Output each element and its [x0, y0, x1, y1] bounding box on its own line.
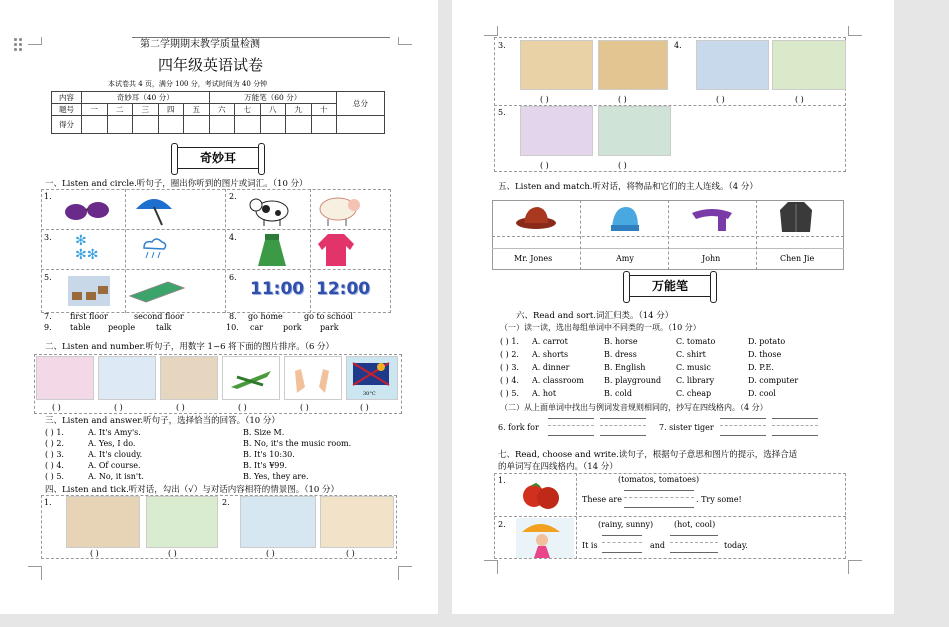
q10-number: 10. — [226, 323, 239, 332]
margin-mark — [848, 26, 862, 36]
picture-window — [240, 496, 316, 548]
exam-info: 本试卷共 4 页，满分 100 分，考试时间为 40 分钟 — [108, 80, 268, 88]
picture-sunny-girl — [516, 518, 574, 558]
example-6: 6. fork for — [498, 423, 539, 432]
owner-name: Mr. Jones — [514, 254, 553, 263]
exam-title: 第二学期期末教学质量检测 — [140, 39, 260, 50]
picture-farm — [598, 40, 668, 90]
score-header: 内容 — [52, 92, 82, 104]
section-1-title: 一、Listen and circle.听句子，圈出你听到的图片或词汇。（10 分） — [45, 179, 308, 189]
section-6-part-2: （二）从上面单词中找出与例词发音规则相同的，抄写在四线格内。（4 分） — [500, 403, 768, 412]
score-cell: 四 — [158, 104, 184, 116]
picture-city — [696, 40, 769, 90]
q6-number: 6. — [229, 273, 237, 282]
picture-family — [146, 496, 218, 548]
picture-flag — [346, 356, 398, 400]
q3-item-number: ( ) 4. — [45, 461, 64, 470]
q7-1-sentence-start: These are — [582, 495, 622, 504]
margin-mark — [398, 37, 412, 45]
picture-hands — [284, 356, 342, 400]
answer-blank[interactable]: ( ) — [618, 161, 627, 170]
answer-blank[interactable]: ( ) — [52, 403, 61, 412]
q2-number: 2. — [229, 192, 237, 201]
owner-name: John — [702, 254, 721, 263]
margin-mark — [28, 566, 42, 580]
answer-blank[interactable]: ( ) — [238, 403, 247, 412]
answer-blank[interactable]: ( ) — [300, 403, 309, 412]
skirt-icon — [256, 232, 288, 268]
q7-1-sentence-end: . Try some! — [696, 495, 742, 504]
scarf-icon — [688, 203, 738, 233]
score-cell: 十 — [311, 104, 337, 116]
margin-mark — [28, 37, 42, 45]
q8-word: go to school — [304, 312, 353, 321]
page-2 — [452, 0, 894, 614]
q6-option: C. cheap — [676, 389, 712, 398]
q6-option: C. tomato — [676, 337, 716, 346]
score-cell: 九 — [286, 104, 312, 116]
q4-number: 4. — [229, 233, 237, 242]
tomato-icon — [520, 478, 562, 510]
answer-blank[interactable]: ( ) — [795, 95, 804, 104]
picture-shop — [520, 106, 593, 156]
four-line-grid[interactable] — [624, 490, 694, 508]
banner-listening: 奇妙耳 — [176, 147, 260, 169]
q4-1-number: 1. — [44, 498, 52, 507]
q3-item-number: ( ) 3. — [45, 450, 64, 459]
four-line-grid[interactable] — [548, 418, 594, 436]
q9-word: talk — [156, 323, 172, 332]
snow-icon: ✻ ✻✻ — [75, 233, 99, 263]
four-line-grid[interactable] — [600, 418, 646, 436]
score-cell: 题号 — [52, 104, 82, 116]
score-cell: 一 — [82, 104, 108, 116]
q6-option: C. shirt — [676, 350, 706, 359]
q6-option: A. hot — [532, 389, 557, 398]
jacket-icon — [316, 232, 356, 268]
q6-option: A. shorts — [532, 350, 569, 359]
q7-word: second floor — [134, 312, 184, 321]
q3-option-a: A. Of course. — [88, 461, 141, 470]
q1-number: 1. — [44, 192, 52, 201]
q6-option: B. dress — [604, 350, 637, 359]
answer-blank[interactable]: ( ) — [618, 95, 627, 104]
answer-blank[interactable]: ( ) — [360, 403, 369, 412]
q6-option: B. horse — [604, 337, 638, 346]
q10-word: park — [320, 323, 339, 332]
answer-blank[interactable]: ( ) — [176, 403, 185, 412]
q5-number: 5. — [44, 273, 52, 282]
classroom-icon — [66, 272, 112, 308]
picture-boy — [98, 356, 156, 400]
section-6-title: 六、Read and sort.词汇归类。（14 分） — [516, 311, 674, 321]
q7-2-sentence-start: It is — [582, 541, 598, 550]
q3-option-b: B. Yes, they are. — [243, 472, 309, 481]
cow-icon — [246, 193, 294, 227]
q3-option-b: B. Size M. — [243, 428, 285, 437]
margin-mark — [484, 26, 498, 36]
q6-option: B. playground — [604, 376, 662, 385]
drag-handle-icon[interactable] — [14, 38, 22, 52]
section-6-part-1: （一）读一读，选出每组单词中不同类的一项。（10 分） — [500, 323, 701, 332]
q6-option: C. library — [676, 376, 715, 385]
score-cell: 二 — [107, 104, 133, 116]
answer-blank[interactable]: ( ) — [540, 161, 549, 170]
q6-item-number: ( ) 5. — [500, 389, 519, 398]
score-header: 万能笔（60 分） — [209, 92, 337, 104]
q6-item-number: ( ) 1. — [500, 337, 519, 346]
q6-option: D. those — [748, 350, 782, 359]
score-cell: 三 — [133, 104, 159, 116]
example-7: 7. sister tiger — [659, 423, 714, 432]
q3-option-a: A. It's Amy's. — [88, 428, 141, 437]
q6-option: B. English — [604, 363, 646, 372]
q3-option-b: B. It's ¥99. — [243, 461, 287, 470]
flag-caption: 30°C — [363, 391, 376, 397]
q9-number: 9. — [44, 323, 52, 332]
playground-icon — [128, 278, 186, 304]
answer-blank[interactable]: ( ) — [540, 95, 549, 104]
score-cell: 六 — [209, 104, 235, 116]
q10-word: pork — [283, 323, 302, 332]
answer-blank[interactable]: ( ) — [266, 549, 275, 558]
owner-name: Chen Jie — [780, 254, 815, 263]
hat-icon — [514, 203, 558, 231]
four-line-grid[interactable] — [670, 535, 718, 553]
section-4-title: 四、Listen and tick.听对话，勾出（√）与对话内容相符的情景图。（10 分） — [45, 485, 339, 495]
margin-mark — [848, 560, 862, 574]
q3-option-b: B. It's 10:30. — [243, 450, 295, 459]
picture-computer-room — [66, 496, 140, 548]
umbrella-icon — [132, 193, 176, 227]
score-header: 奇妙耳（40 分） — [82, 92, 210, 104]
q3-option-a: A. Yes, I do. — [88, 439, 136, 448]
answer-blank[interactable]: ( ) — [168, 549, 177, 558]
section-2-title: 二、Listen and number.听句子，用数字 1~6 将下面的图片排序。（6 分） — [45, 342, 335, 352]
owner-name: Amy — [616, 254, 634, 263]
answer-blank[interactable]: ( ) — [716, 95, 725, 104]
score-cell: 得分 — [52, 116, 82, 134]
q4-5-number: 5. — [498, 108, 506, 117]
q6-item-number: ( ) 3. — [500, 363, 519, 372]
rain-cloud-icon — [140, 236, 168, 260]
q7-2-hint-1: (rainy, sunny) — [598, 520, 654, 529]
q4-3-number: 3. — [498, 41, 506, 50]
q3-number: 3. — [44, 233, 52, 242]
sheep-icon — [312, 193, 364, 227]
q7-2-sentence-and: and — [650, 541, 666, 550]
clock-12: 12:00 — [316, 279, 371, 299]
q8-word: go home — [248, 312, 283, 321]
q4-2-number: 2. — [222, 498, 230, 507]
four-line-grid[interactable] — [772, 418, 818, 436]
q6-option: B. cold — [604, 389, 632, 398]
q7-word: first floor — [70, 312, 108, 321]
q10-word: car — [250, 323, 264, 332]
picture-dinner — [320, 496, 394, 548]
q3-option-a: A. It's cloudy. — [88, 450, 143, 459]
four-line-grid[interactable] — [720, 418, 766, 436]
picture-street — [160, 356, 218, 400]
q7-1-number: 1. — [498, 476, 506, 485]
q7-2-number: 2. — [498, 520, 506, 529]
q3-option-b: B. No, it's the music room. — [243, 439, 352, 448]
coat-icon — [778, 200, 814, 234]
answer-blank[interactable]: ( ) — [114, 403, 123, 412]
knit-cap-icon — [608, 203, 642, 233]
clock-11: 11:00 — [250, 279, 305, 299]
picture-market — [520, 40, 593, 90]
section-3-title: 三、Listen and answer.听句子，选择恰当的回答。（10 分） — [45, 416, 280, 426]
q7-number: 7. — [44, 312, 52, 321]
section-7-title: 七、Read, choose and write.读句子，根据句子意思和图片的提示，选择合适 — [498, 450, 798, 460]
q6-option: A. carrot — [532, 337, 568, 346]
margin-mark — [398, 566, 412, 580]
picture-vegetable — [222, 356, 280, 400]
score-cell: 七 — [235, 104, 261, 116]
sunglasses-icon — [62, 196, 112, 224]
picture-shopping — [36, 356, 94, 400]
header-line — [132, 37, 390, 38]
q7-2-hint-2: (hot, cool) — [674, 520, 716, 529]
answer-blank[interactable]: ( ) — [90, 549, 99, 558]
q6-item-number: ( ) 4. — [500, 376, 519, 385]
picture-umbrella-girl — [772, 40, 846, 90]
score-table — [51, 91, 385, 134]
q6-option: A. dinner — [532, 363, 570, 372]
section-5-title: 五、Listen and match.听对话，将物品和它们的主人连线。（4 分） — [498, 182, 758, 192]
section-7-title-continued: 的单词写在四线格内。（14 分） — [498, 462, 618, 472]
q8-number: 8. — [229, 312, 237, 321]
q3-item-number: ( ) 2. — [45, 439, 64, 448]
margin-mark — [484, 560, 498, 574]
exam-subtitle: 四年级英语试卷 — [158, 56, 264, 74]
q3-item-number: ( ) 1. — [45, 428, 64, 437]
q6-option: D. P.E. — [748, 363, 774, 372]
q3-option-a: A. No, it isn't. — [88, 472, 144, 481]
answer-blank[interactable]: ( ) — [346, 549, 355, 558]
q4-4-number: 4. — [674, 41, 682, 50]
four-line-grid[interactable] — [602, 535, 642, 553]
q7-1-hint: (tomatos, tomatoes) — [618, 475, 700, 484]
q9-word: table — [70, 323, 91, 332]
score-header: 总分 — [337, 92, 385, 116]
q6-option: D. computer — [748, 376, 799, 385]
picture-classroom — [598, 106, 671, 156]
q6-option: D. cool — [748, 389, 776, 398]
q6-item-number: ( ) 2. — [500, 350, 519, 359]
banner-writing: 万能笔 — [628, 275, 712, 297]
q6-option: D. potato — [748, 337, 786, 346]
q6-option: A. classroom — [532, 376, 584, 385]
page-1 — [0, 0, 438, 614]
q9-word: people — [108, 323, 136, 332]
q3-item-number: ( ) 5. — [45, 472, 64, 481]
score-cell: 五 — [184, 104, 210, 116]
score-cell: 八 — [260, 104, 286, 116]
q7-2-sentence-end: today. — [724, 541, 748, 550]
q6-option: C. music — [676, 363, 711, 372]
